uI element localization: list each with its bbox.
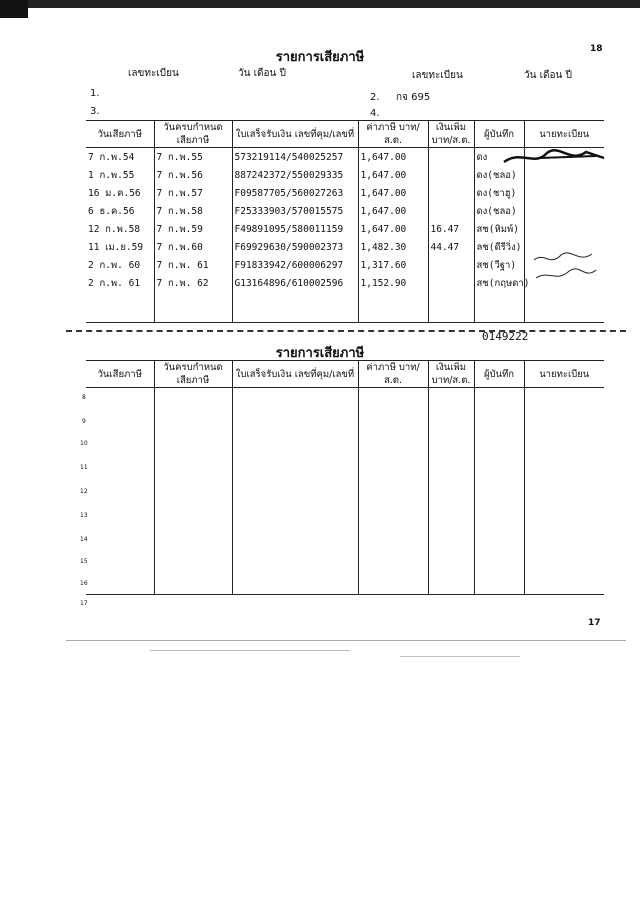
- cell-tax: 1,647.00: [358, 148, 428, 167]
- cell-paid: 2 ก.พ. 60: [88, 259, 141, 271]
- cell-due: 7 ก.พ. 61: [154, 256, 232, 274]
- cell-due: 7 ก.พ.58: [154, 202, 232, 220]
- col-tax: ค่าภาษี บาท/ส.ต.: [358, 121, 428, 148]
- row-number: 12: [80, 488, 88, 495]
- cell-due: [154, 292, 232, 323]
- cell-receipt: F69929630/590002373: [232, 238, 358, 256]
- cell-tax: 1,647.00: [358, 220, 428, 238]
- cell-recorder: ดง(ชาฮู): [474, 184, 524, 202]
- table-row: [86, 202, 604, 220]
- cell-receipt: G13164896/610002596: [232, 274, 358, 292]
- cell-fine: [428, 256, 474, 274]
- table-row: [86, 292, 604, 323]
- serial-fragment: 0149222: [482, 330, 529, 343]
- col-recorder: ผู้บันทึก: [474, 121, 524, 148]
- cell-paid: 1 ก.พ.55: [88, 169, 135, 181]
- scan-edge-top: [0, 0, 640, 8]
- reg-header-left: เลขทะเบียน: [128, 68, 179, 79]
- cell-recorder: ลช(ดีรีวิ่ง): [474, 238, 524, 256]
- row-number: 10: [80, 440, 88, 447]
- col-fine: เงินเพิ่ม บาท/ส.ต.: [428, 361, 474, 388]
- row-number: 15: [80, 558, 88, 565]
- cell-recorder: ดง(ชลอ): [474, 166, 524, 184]
- cell-receipt: [232, 292, 358, 323]
- cell-due: 7 ก.พ.59: [154, 220, 232, 238]
- cell-due: 7 ก.พ.55: [154, 148, 232, 167]
- cell-registrar: [524, 220, 604, 238]
- cell-paid: 6 ธ.ค.56: [88, 205, 135, 217]
- cell-recorder: สช(กฤษดา): [474, 274, 524, 292]
- col-registrar: นายทะเบียน: [524, 121, 604, 148]
- reg-header-right: เลขทะเบียน: [412, 70, 463, 81]
- cell-recorder: [474, 292, 524, 323]
- cell-tax: 1,647.00: [358, 166, 428, 184]
- cell-paid: 7 ก.พ.54: [88, 151, 135, 163]
- reg-item-3-num: 3.: [90, 106, 100, 117]
- table-row: [86, 238, 604, 256]
- cell-paid: 2 ก.พ. 61: [88, 277, 141, 289]
- section2-title: รายการเสียภาษี: [275, 346, 365, 361]
- row-number: 13: [80, 512, 88, 519]
- row-number: 16: [80, 580, 88, 587]
- cell-registrar: [524, 184, 604, 202]
- cell-due: 7 ก.พ. 62: [154, 274, 232, 292]
- cell-recorder: ดง: [474, 148, 524, 167]
- cell-fine: [428, 148, 474, 167]
- table-row: [86, 184, 604, 202]
- cell-paid: 16 ม.ค.56: [88, 187, 141, 199]
- cell-fine: [428, 292, 474, 323]
- col-tax: ค่าภาษี บาท/ส.ต.: [358, 361, 428, 388]
- row-number: 11: [80, 464, 88, 471]
- cell-receipt: 887242372/550029335: [232, 166, 358, 184]
- reg-item-4-num: 4.: [370, 108, 380, 119]
- cell-fine: 44.47: [428, 238, 474, 256]
- scan-noise: [400, 656, 520, 657]
- cell-fine: [428, 202, 474, 220]
- row-number: 9: [82, 418, 86, 425]
- cell-receipt: F09587705/560027263: [232, 184, 358, 202]
- cell-fine: [428, 184, 474, 202]
- cell-tax: 1,482.30: [358, 238, 428, 256]
- cell-receipt: F25333903/570015575: [232, 202, 358, 220]
- col-receipt: ใบเสร็จรับเงิน เลขที่คุม/เลขที่: [232, 121, 358, 148]
- cell-tax: 1,647.00: [358, 184, 428, 202]
- cell-receipt: F49891095/580011159: [232, 220, 358, 238]
- col-recorder: ผู้บันทึก: [474, 361, 524, 388]
- reg-item-2-value: กจ 695: [396, 92, 431, 103]
- row-number: 14: [80, 536, 88, 543]
- cell-registrar: [524, 202, 604, 220]
- date-header-left: วัน เดือน ปี: [238, 68, 286, 79]
- tax-table-2: [86, 360, 604, 595]
- cell-tax: [358, 292, 428, 323]
- cell-tax: 1,317.60: [358, 256, 428, 274]
- date-header-right: วัน เดือน ปี: [524, 70, 572, 81]
- col-paid-date: วันเสียภาษี: [86, 361, 154, 388]
- cell-recorder: สช(วีฐา): [474, 256, 524, 274]
- col-receipt: ใบเสร็จรับเงิน เลขที่คุม/เลขที่: [232, 361, 358, 388]
- col-due-date: วันครบกำหนด เสียภาษี: [154, 361, 232, 388]
- scan-edge-corner: [0, 0, 28, 18]
- row-number: 17: [80, 600, 88, 607]
- row-number: 8: [82, 394, 86, 401]
- cell-paid: [86, 292, 154, 323]
- cell-paid: 11 เม.ย.59: [88, 241, 144, 253]
- table-row: [86, 220, 604, 238]
- cell-registrar: [524, 292, 604, 323]
- cell-due: 7 ก.พ.57: [154, 184, 232, 202]
- col-fine: เงินเพิ่ม บาท/ส.ต.: [428, 121, 474, 148]
- tax-table-2-header: [86, 361, 604, 388]
- page-number-bottom: 17: [588, 618, 601, 628]
- reg-item-2-num: 2.: [370, 92, 380, 103]
- col-due-date: วันครบกำหนด เสียภาษี: [154, 121, 232, 148]
- table-row: [86, 388, 604, 595]
- table-row: [86, 256, 604, 274]
- registrar-signature: [500, 144, 610, 174]
- cell-recorder: ดง(ชลอ): [474, 202, 524, 220]
- reg-item-1-num: 1.: [90, 88, 100, 99]
- cell-fine: [428, 166, 474, 184]
- cell-paid: 12 ก.พ.58: [88, 223, 141, 235]
- cell-tax: 1,647.00: [358, 202, 428, 220]
- section1-title: รายการเสียภาษี: [275, 50, 365, 65]
- cell-receipt: 573219114/540025257: [232, 148, 358, 167]
- cell-due: 7 ก.พ.56: [154, 166, 232, 184]
- col-registrar: นายทะเบียน: [524, 361, 604, 388]
- cell-fine: 16.47: [428, 220, 474, 238]
- cell-tax: 1,152.90: [358, 274, 428, 292]
- cell-recorder: สช(หิมพ์): [474, 220, 524, 238]
- scan-noise: [150, 650, 350, 651]
- col-paid-date: วันเสียภาษี: [86, 121, 154, 148]
- recorder-signature: [530, 248, 600, 288]
- page-number-top: 18: [590, 44, 603, 54]
- scan-noise: [66, 640, 626, 641]
- table-row: [86, 274, 604, 292]
- cell-due: 7 ก.พ.60: [154, 238, 232, 256]
- cell-receipt: F91833942/600006297: [232, 256, 358, 274]
- perforation-line: [66, 330, 626, 332]
- cell-fine: [428, 274, 474, 292]
